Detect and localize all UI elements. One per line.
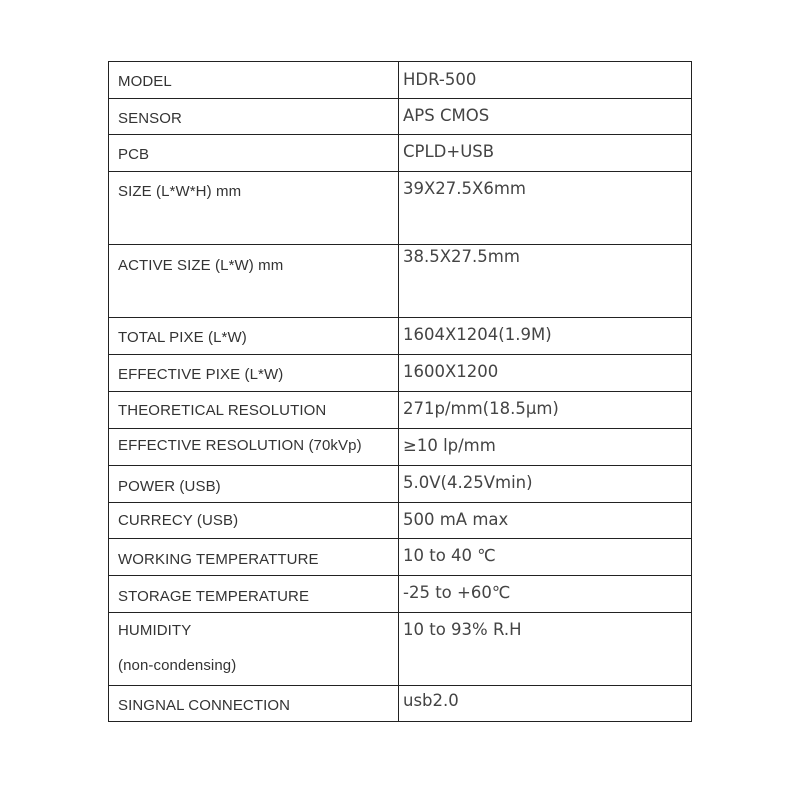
table-row-effective-resolution (109, 429, 692, 466)
row-value: 10 to 93% R.H (403, 620, 522, 639)
table-row-theoretical-resolution (109, 392, 692, 429)
label-cell (109, 99, 399, 135)
row-value: 5.0V(4.25Vmin) (403, 473, 533, 492)
value-cell (399, 613, 692, 686)
table-row-effective-pixel (109, 355, 692, 392)
value-cell (399, 99, 692, 135)
table-row-total-pixel (109, 318, 692, 355)
value-cell (399, 172, 692, 245)
table-row-pcb (109, 135, 692, 172)
value-cell (399, 686, 692, 722)
row-value: -25 to +60℃ (403, 583, 511, 602)
value-cell (399, 466, 692, 503)
row-value: 271p/mm(18.5μm) (403, 399, 559, 418)
row-value: 1600X1200 (403, 362, 499, 381)
row-value: 39X27.5X6mm (403, 179, 526, 198)
table-row-model (109, 62, 692, 99)
value-cell (399, 318, 692, 355)
row-value: 38.5X27.5mm (403, 247, 520, 266)
label-cell (109, 429, 399, 466)
row-label: SIZE (L*W*H) mm (118, 183, 242, 200)
label-cell (109, 539, 399, 576)
label-cell (109, 613, 399, 686)
label-cell (109, 686, 399, 722)
row-label: PCB (118, 146, 150, 163)
row-sublabel: (non-condensing) (118, 657, 237, 674)
value-cell (399, 503, 692, 539)
table-row-storage-temperature (109, 576, 692, 613)
row-value: 1604X1204(1.9M) (403, 325, 552, 344)
row-value: APS CMOS (403, 106, 490, 125)
table-row-size (109, 172, 692, 245)
row-label: CURRECY (USB) (118, 512, 239, 529)
table-row-power (109, 466, 692, 503)
value-cell (399, 576, 692, 613)
row-value: HDR-500 (403, 70, 477, 89)
row-label: HUMIDITY (118, 622, 192, 639)
row-label: MODEL (118, 73, 172, 90)
row-label: WORKING TEMPERATTURE (118, 551, 319, 568)
value-cell (399, 135, 692, 172)
row-label: EFFECTIVE RESOLUTION (70kVp) (118, 437, 362, 454)
label-cell (109, 318, 399, 355)
label-cell (109, 135, 399, 172)
label-cell (109, 576, 399, 613)
row-value: 500 mA max (403, 510, 509, 529)
label-cell (109, 355, 399, 392)
label-cell (109, 245, 399, 318)
table-row-working-temperature (109, 539, 692, 576)
value-cell (399, 245, 692, 318)
label-cell (109, 172, 399, 245)
value-cell (399, 392, 692, 429)
row-label: STORAGE TEMPERATURE (118, 588, 310, 605)
row-label: SENSOR (118, 110, 182, 127)
row-label: POWER (USB) (118, 478, 221, 495)
table-row-sensor (109, 99, 692, 135)
value-cell (399, 62, 692, 99)
table-row-active-size (109, 245, 692, 318)
row-label: THEORETICAL RESOLUTION (118, 402, 327, 419)
table-row-signal-connection (109, 686, 692, 722)
value-cell (399, 429, 692, 466)
row-value: usb2.0 (403, 691, 459, 710)
row-label: ACTIVE SIZE (L*W) mm (118, 257, 284, 274)
label-cell (109, 503, 399, 539)
table-row-humidity (109, 613, 692, 686)
spec-table (108, 61, 692, 722)
row-value: CPLD+USB (403, 142, 495, 161)
row-label: SINGNAL CONNECTION (118, 697, 291, 714)
row-label: TOTAL PIXE (L*W) (118, 329, 247, 346)
table-row-current (109, 503, 692, 539)
label-cell (109, 392, 399, 429)
label-cell (109, 62, 399, 99)
value-cell (399, 539, 692, 576)
row-value: ≥10 lp/mm (403, 436, 496, 455)
value-cell (399, 355, 692, 392)
label-cell (109, 466, 399, 503)
row-label: EFFECTIVE PIXE (L*W) (118, 366, 284, 383)
row-value: 10 to 40 ℃ (403, 546, 496, 565)
